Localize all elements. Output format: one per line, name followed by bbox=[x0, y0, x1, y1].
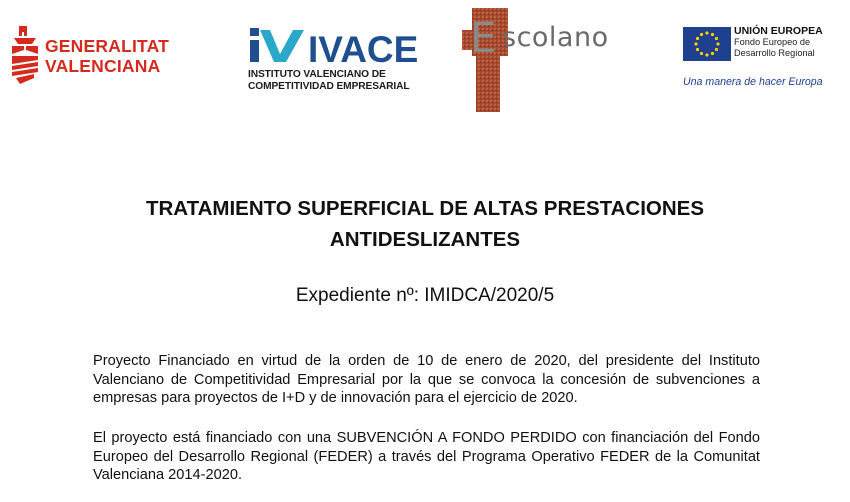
ivace-subtitle-line1: INSTITUTO VALENCIANO DE bbox=[248, 69, 386, 80]
escolano-initial: E bbox=[470, 13, 497, 62]
generalitat-emblem-icon bbox=[10, 26, 40, 88]
escolano-logo bbox=[462, 8, 642, 112]
ivace-subtitle-line2: COMPETITIVIDAD EMPRESARIAL bbox=[248, 81, 410, 92]
funding-paragraph-2: El proyecto está financiado con una SUBVENCIÓN A FONDO PERDIDO con financiación del Fondo Europeo del Desarrollo Regional (FEDER) a través del Programa Operativo FEDER de la Comunitat Valenciana 2014-2020. bbox=[93, 430, 760, 483]
ivace-name: IVACE bbox=[308, 29, 418, 66]
eu-subtitle-line1: Fondo Europeo de bbox=[734, 37, 811, 47]
eu-motto: Una manera de hacer Europa bbox=[683, 76, 823, 88]
document-title-line1: TRATAMIENTO SUPERFICIAL DE ALTAS PRESTACIONES bbox=[145, 197, 705, 220]
document-title bbox=[0, 193, 850, 255]
escolano-wordmark: scolano bbox=[502, 22, 609, 53]
ivace-wordmark-icon bbox=[248, 22, 418, 66]
eu-title: UNIÓN EUROPEA bbox=[734, 25, 823, 37]
ivace-subtitle bbox=[248, 69, 410, 93]
expediente-number: Expediente nº: IMIDCA/2020/5 bbox=[295, 285, 555, 306]
ivace-logo bbox=[248, 22, 418, 96]
logo-header bbox=[0, 0, 850, 118]
union-europea-logo bbox=[683, 27, 843, 93]
funding-paragraph-1: Proyecto Financiado en virtud de la orden de 10 de enero de 2020, del presidente del Instituto Valenciano de Competitividad Empresarial por la que se convoca la concesión de subvenciones a empresas para proyectos de I+D y de innovación para el ejercicio de 2020. bbox=[93, 353, 760, 406]
generalitat-line1: GENERALITAT bbox=[45, 36, 170, 56]
eu-subtitle bbox=[734, 37, 815, 59]
generalitat-line2: VALENCIANA bbox=[45, 56, 161, 76]
eu-flag-icon bbox=[683, 27, 731, 61]
document-title-line2: ANTIDESLIZANTES bbox=[329, 228, 521, 251]
generalitat-valenciana-logo bbox=[10, 26, 170, 88]
eu-subtitle-line2: Desarrollo Regional bbox=[734, 48, 815, 58]
generalitat-wordmark bbox=[45, 36, 169, 76]
